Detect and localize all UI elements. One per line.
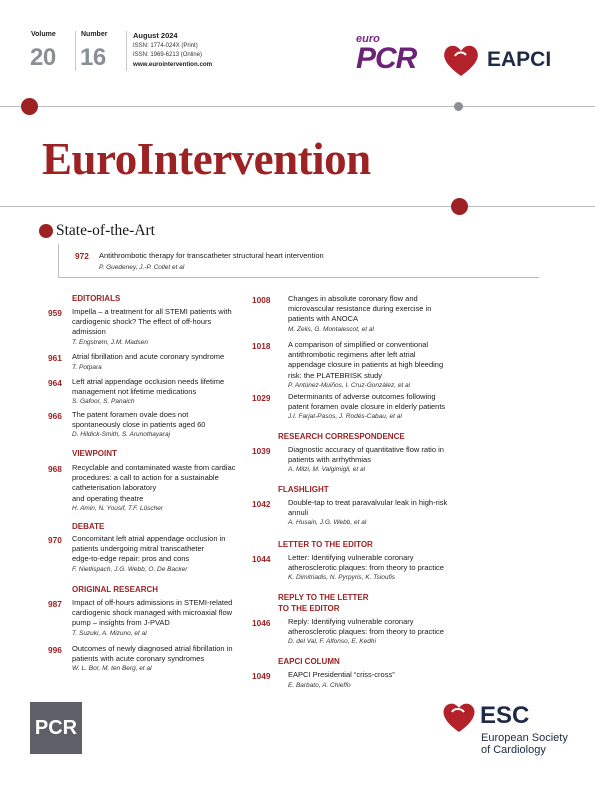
section-debate: DEBATE xyxy=(72,522,105,531)
article-title[interactable]: Double-tap to treat paravalvular leak in high-risk annuli xyxy=(288,498,448,518)
article-page: 1042 xyxy=(252,499,271,509)
volume-label: Volume xyxy=(31,31,56,38)
article-title[interactable]: Impella – a treatment for all STEMI patients with cardiogenic shock? The effect of off-hours admission xyxy=(72,307,232,337)
article-authors: T. Suzuki, A. Mizuno, et al xyxy=(72,630,147,637)
article-title[interactable]: Changes in absolute coronary flow and microvascular resistance during exercise in patients with ANOCA xyxy=(288,294,432,324)
section-letter-to-editor: LETTER TO THE EDITOR xyxy=(278,540,373,549)
article-page: 966 xyxy=(48,411,62,421)
issn-online: ISSN: 1969-6213 (Online) xyxy=(133,52,203,58)
article-page: 959 xyxy=(48,308,62,318)
pcr-logo: PCR xyxy=(30,702,82,754)
issn-print: ISSN: 1774-024X (Print) xyxy=(133,43,198,49)
eapci-logo-text: EAPCI xyxy=(487,48,552,71)
article-title[interactable]: Atrial fibrillation and acute coronary syndrome xyxy=(72,352,225,361)
article-title[interactable]: The patent foramen ovale does not spontaneously close in patients aged 60 xyxy=(72,410,206,430)
eapci-heart-icon xyxy=(441,42,481,78)
article-authors: M. Zelis, G. Montalescot, et al xyxy=(288,326,374,333)
article-authors: E. Barbato, A. Chieffo xyxy=(288,682,351,689)
article-page: 968 xyxy=(48,464,62,474)
header-separator xyxy=(75,31,76,71)
article-page: 964 xyxy=(48,378,62,388)
state-of-the-art-heading: State-of-the-Art xyxy=(56,222,155,239)
article-page: 1044 xyxy=(252,554,271,564)
article-title[interactable]: Recyclable and contaminated waste from cardiac procedures: a call to action for a sustainable catheterisation laboratory and operating theatre xyxy=(72,463,236,503)
title-rule xyxy=(0,206,595,207)
section-viewpoint: VIEWPOINT xyxy=(72,449,117,458)
europcr-logo-euro: euro xyxy=(356,33,380,45)
esc-heart-icon xyxy=(441,700,477,734)
article-authors: D. Hildick-Smith, S. Arunothayaraj xyxy=(72,431,171,438)
article-page: 996 xyxy=(48,645,62,655)
article-authors: D. del Val, F. Alfonso, E. Kedhi xyxy=(288,638,376,645)
article-page: 1049 xyxy=(252,671,271,681)
red-dot xyxy=(21,98,38,115)
article-title[interactable]: Letter: Identifying vulnerable coronary atherosclerotic plaques: from theory to practice xyxy=(288,553,444,573)
section-eapci-column: EAPCI COLUMN xyxy=(278,657,340,666)
article-authors: T. Potpara xyxy=(72,364,102,371)
article-title[interactable]: Left atrial appendage occlusion needs lifetime management not lifetime medications xyxy=(72,377,225,397)
issue-number: 16 xyxy=(80,44,106,71)
state-of-the-art-icon xyxy=(39,224,53,238)
article-authors: F. Nietlispach, J.G. Webb, O. De Backer xyxy=(72,566,188,573)
article-page: 1029 xyxy=(252,393,271,403)
article-authors: K. Dimitriadis, N. Pyrpyris, K. Tsioufis xyxy=(288,574,396,581)
article-page: 1008 xyxy=(252,295,271,305)
article-authors: A. Milzi, M. Valgimigli, et al xyxy=(288,466,366,473)
article-title[interactable]: Antithrombotic therapy for transcatheter structural heart intervention xyxy=(99,251,324,260)
article-title[interactable]: EAPCI Presidential “criss-cross” xyxy=(288,670,395,679)
article-page: 1018 xyxy=(252,341,271,351)
article-page: 970 xyxy=(48,535,62,545)
article-authors: W. L. Bor, M. ten Berg, et al xyxy=(72,665,152,672)
article-authors: A. Husain, J.G. Webb, et al xyxy=(288,519,367,526)
journal-title: EuroIntervention xyxy=(42,134,371,184)
europcr-logo-pcr: PCR xyxy=(356,42,417,75)
article-title[interactable]: Outcomes of newly diagnosed atrial fibrillation in patients with acute coronary syndromes xyxy=(72,644,233,664)
article-authors: T. Engstrøm, J.M. Madsen xyxy=(72,339,148,346)
esc-logo-text: ESC xyxy=(480,702,530,729)
volume-number: 20 xyxy=(30,44,56,71)
article-title[interactable]: Impact of off-hours admissions in STEMI-related cardiogenic shock managed with microaxial flow pump – insights from J-PVAD xyxy=(72,598,233,628)
article-title[interactable]: Reply: Identifying vulnerable coronary atherosclerotic plaques: from theory to practice xyxy=(288,617,444,637)
article-page: 972 xyxy=(75,251,89,261)
article-page: 1039 xyxy=(252,446,271,456)
article-authors: H. Amin, N. Yousif, T.F. Lüscher xyxy=(72,505,164,512)
article-title[interactable]: Concomitant left atrial appendage occlusion in patients undergoing mitral transcatheter edge-to-edge repair: pros and cons xyxy=(72,534,226,564)
issue-date: August 2024 xyxy=(133,31,178,40)
number-label: Number xyxy=(81,31,108,38)
section-original-research: ORIGINAL RESEARCH xyxy=(72,585,159,594)
red-dot xyxy=(451,198,468,215)
header-separator xyxy=(126,31,127,71)
journal-url[interactable]: www.eurointervention.com xyxy=(133,61,213,68)
article-authors: P. Antúnez-Muiños, I. Cruz-González, et al xyxy=(288,382,411,389)
section-reply-to-letter: REPLY TO THE LETTER TO THE EDITOR xyxy=(278,593,369,613)
section-editorials: EDITORIALS xyxy=(72,294,121,303)
article-title[interactable]: Diagnostic accuracy of quantitative flow ratio in patients with arrhythmias xyxy=(288,445,444,465)
section-flashlight: FLASHLIGHT xyxy=(278,485,329,494)
article-page: 987 xyxy=(48,599,62,609)
article-page: 1046 xyxy=(252,618,271,628)
article-authors: J.I. Farjat-Pasos, J. Rodés-Cabau, et al xyxy=(288,413,402,420)
section-research-correspondence: RESEARCH CORRESPONDENCE xyxy=(278,432,405,441)
gray-dot xyxy=(454,102,463,111)
article-title[interactable]: Determinants of adverse outcomes following patent foramen ovale closure in elderly patients xyxy=(288,392,446,412)
esc-subtitle: European Society of Cardiology xyxy=(481,732,568,756)
article-title[interactable]: A comparison of simplified or conventional antithrombotic regimens after left atrial appendage closure in patients at high bleeding risk: the PLATEBRISK study xyxy=(288,340,444,380)
top-rule xyxy=(0,106,595,107)
article-authors: P. Guedeney, J.-P. Collet et al xyxy=(99,264,185,271)
article-page: 961 xyxy=(48,353,62,363)
article-authors: S. Gafoor, S. Panaich xyxy=(72,398,135,405)
